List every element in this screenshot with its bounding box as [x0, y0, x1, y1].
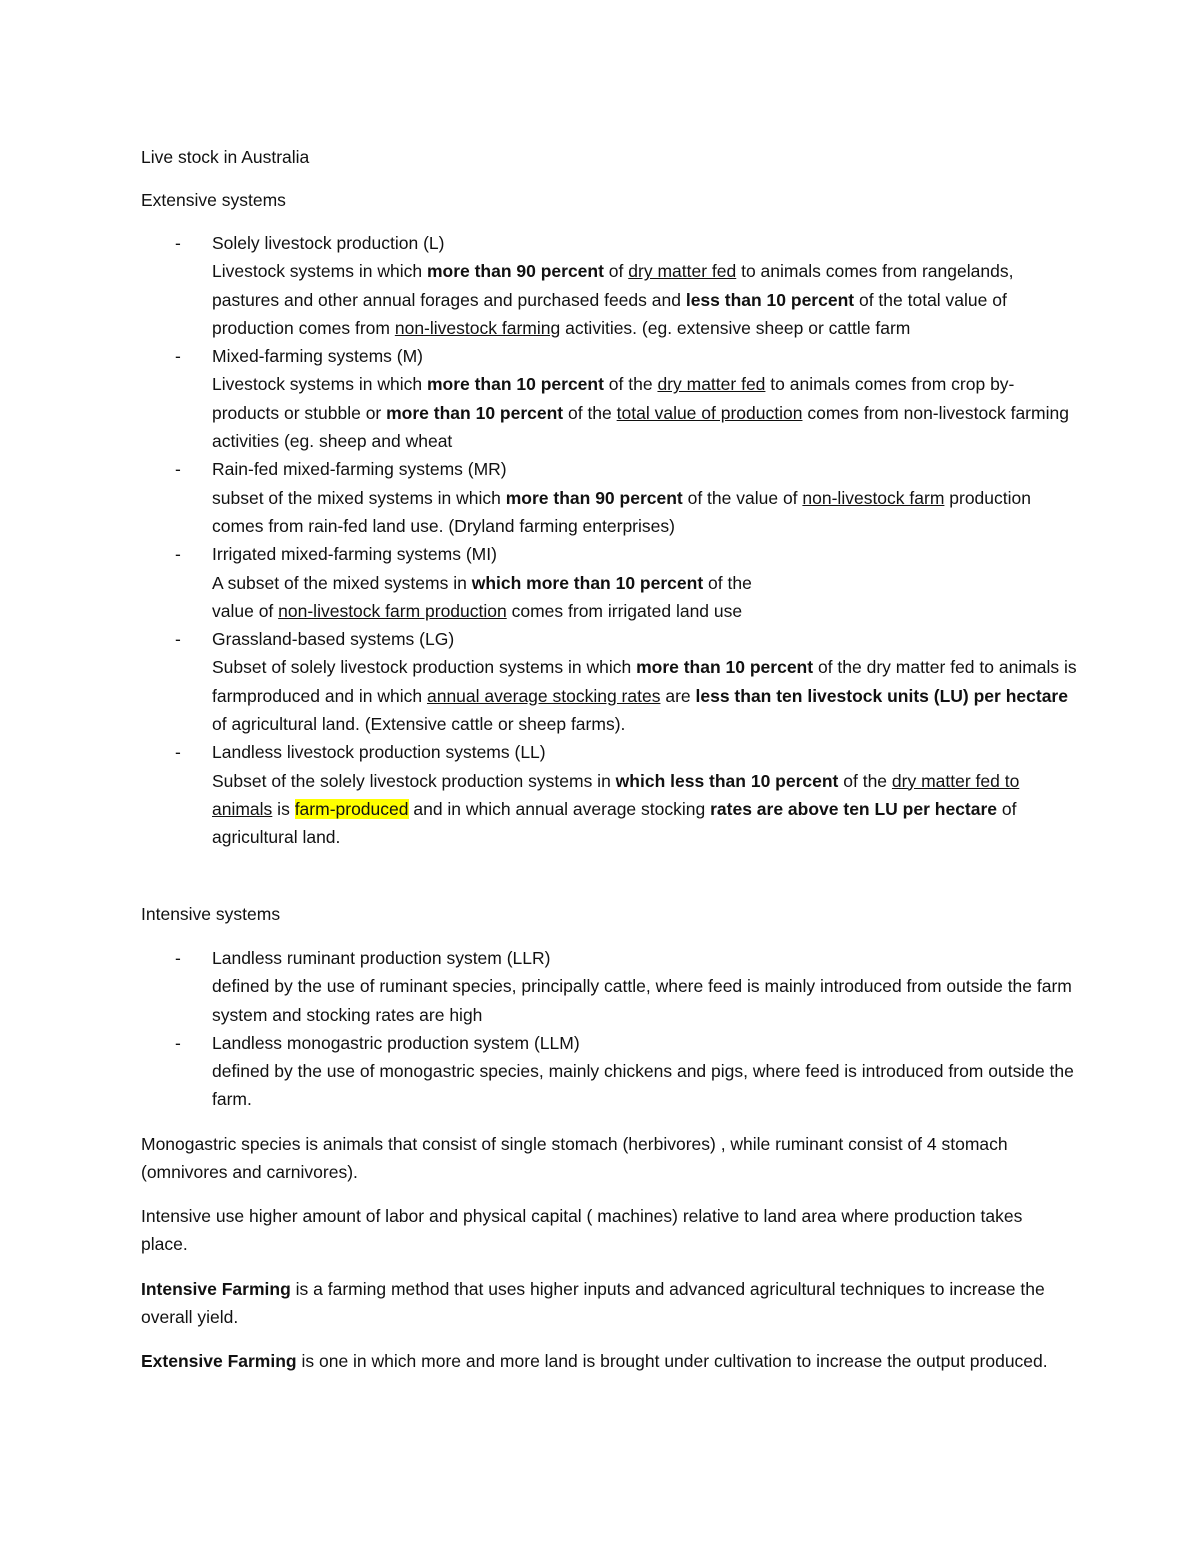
extensive-farming-paragraph: Extensive Farming is one in which more and more land is brought under cultivation to increase the output produced.	[141, 1351, 1048, 1371]
bullet-dash: -	[175, 544, 181, 565]
system-description: defined by the use of ruminant species, principally cattle, where feed is mainly introduced from outside the farm system and stocking rates are high	[212, 976, 1072, 1025]
system-description: subset of the mixed systems in which more than 90 percent of the value of non-livestock farm production comes from rain-fed land use. (Dryland farming enterprises)	[212, 487, 1031, 536]
bullet-dash: -	[175, 233, 181, 253]
bullet-dash: -	[175, 1032, 181, 1053]
list-item	[141, 738, 1081, 851]
term-intensive-farming: Intensive Farming	[141, 1279, 291, 1299]
system-name: Solely livestock production (L)	[212, 233, 445, 253]
intensive-use-paragraph: Intensive use higher amount of labor and physical capital ( machines) relative to land area where production takes place.	[141, 1206, 1023, 1255]
system-description: A subset of the mixed systems in which more than 10 percent of the value of non-livestock farm production comes from irrigated land use	[212, 572, 752, 621]
list-item	[141, 625, 1081, 738]
system-description: Subset of the solely livestock production systems in which less than 10 percent of the dry matter fed to animals is farm-produced and in which annual average stocking rates are above ten LU per hectare of agricultural land.	[212, 770, 1020, 848]
monogastric-paragraph: Monogastric species is animals that consist of single stomach (herbivores) , while ruminant consist of 4 stomach (omnivores and carnivores).	[141, 1134, 1008, 1183]
system-description: Livestock systems in which more than 90 percent of dry matter fed to animals comes from rangelands, pastures and other annual forages and purchased feeds and less than 10 percent of the total value of production comes from non-livestock farming activities. (eg. extensive sheep or cattle farm	[212, 261, 1014, 338]
system-name: Grassland-based systems (LG)	[212, 629, 455, 650]
system-name: Rain-fed mixed-farming systems (MR)	[212, 459, 507, 480]
intensive-farming-paragraph: Intensive Farming is a farming method that uses higher inputs and advanced agricultural techniques to increase the overall yield.	[141, 1279, 1045, 1328]
bullet-dash: -	[175, 629, 181, 650]
system-description: Livestock systems in which more than 10 percent of the dry matter fed to animals comes from crop by-products or stubble or more than 10 percent of the total value of production comes from non-livestock farming activities (eg. sheep and wheat	[212, 374, 1069, 452]
list-item	[141, 944, 1081, 1029]
system-description: defined by the use of monogastric species, mainly chickens and pigs, where feed is introduced from outside the farm.	[212, 1061, 1074, 1110]
system-name: Landless ruminant production system (LLR)	[212, 948, 551, 968]
intensive-systems-list	[141, 944, 1081, 1114]
list-item	[141, 229, 1081, 342]
document-title: Live stock in Australia	[141, 147, 310, 167]
bullet-dash: -	[175, 948, 181, 968]
system-name: Mixed-farming systems (M)	[212, 346, 423, 367]
system-description: Subset of solely livestock production systems in which more than 10 percent of the dry matter fed to animals is farmproduced and in which annual average stocking rates are less than ten livestock units (LU) per hectare of agricultural land. (Extensive cattle or sheep farms).	[212, 657, 1077, 735]
bullet-dash: -	[175, 742, 181, 763]
term-extensive-farming: Extensive Farming	[141, 1351, 297, 1371]
extensive-systems-list	[141, 229, 1081, 852]
intensive-systems-heading: Intensive systems	[141, 904, 281, 924]
list-item	[141, 342, 1081, 455]
list-item	[141, 1029, 1081, 1114]
bullet-dash: -	[175, 346, 181, 367]
list-item	[141, 540, 1081, 625]
highlighted-text: farm-produced	[294, 798, 409, 819]
list-item	[141, 455, 1081, 540]
extensive-systems-heading: Extensive systems	[141, 190, 286, 210]
system-name: Landless monogastric production system (LLM)	[212, 1032, 580, 1053]
system-name: Landless livestock production systems (LL)	[212, 742, 546, 763]
bullet-dash: -	[175, 459, 181, 480]
system-name: Irrigated mixed-farming systems (MI)	[212, 544, 497, 565]
